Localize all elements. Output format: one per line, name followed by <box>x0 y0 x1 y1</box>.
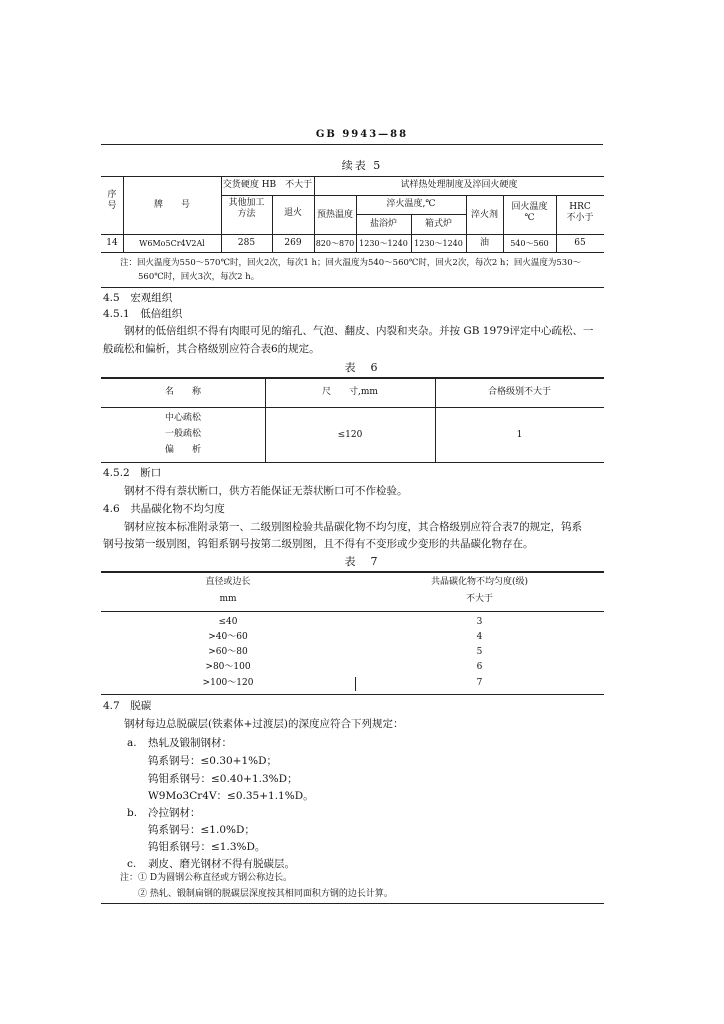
footnote-2: ② 热轧、锻制扁钢的脱碳层深度按其相同面积方钢的边长计算。 <box>138 889 393 899</box>
t7-grade-row: 5 <box>476 647 483 657</box>
item-a-line1: 钨系钢号：≤0.30+1%D； <box>148 755 278 767</box>
t6-header-name: 名 称 <box>164 387 201 397</box>
t7-grade-row: 3 <box>476 617 483 627</box>
t6-header-grade: 合格级别不大于 <box>487 387 551 397</box>
t7-header-not-greater: 不大于 <box>465 594 493 604</box>
para-4-5-1-line2: 般疏松和偏析，其合格级别应符合表6的规定。 <box>103 343 320 355</box>
item-a-line3: W9Mo3Cr4V：≤0.35+1.1%D。 <box>148 790 314 802</box>
t5-cell-preheat: 820～870 <box>315 239 355 248</box>
item-c-label: c. <box>127 858 137 870</box>
section-4-5: 4.5 宏观组织 <box>103 292 173 304</box>
item-b-line1: 钨系钢号：≤1.0%D； <box>148 824 255 836</box>
table7-caption: 表 7 <box>344 555 380 568</box>
t5-header-heat-treatment: 试样热处理制度及淬回火硬度 <box>400 180 518 190</box>
t7-grade-row: 6 <box>476 662 483 672</box>
t6-grade-value: 1 <box>516 430 523 440</box>
t6-size-value: ≤120 <box>337 430 363 440</box>
t5-header-hb: 交货硬度 HB 不大于 <box>222 180 313 190</box>
table6-caption: 表 6 <box>344 361 380 374</box>
t5-cell-temper: 540～560 <box>510 239 549 248</box>
header-rule <box>101 144 603 145</box>
t7-grade-row: 7 <box>476 678 483 688</box>
t5-cell-seq: 14 <box>106 238 118 248</box>
t7-header-size: 直径或边长 <box>205 577 251 587</box>
t6-header-size: 尺 寸,mm <box>322 387 378 397</box>
t7-size-row: >80～100 <box>205 662 251 672</box>
para-4-5-1-line1: 钢材的低倍组织不得有肉眼可见的缩孔、气泡、翻皮、内裂和夹杂。并按 GB 1979评定中心疏松、一 <box>124 325 594 337</box>
t5-cell-medium: 油 <box>479 238 489 248</box>
item-a-text: 热轧及锻制钢材： <box>148 737 232 749</box>
para-4-5-2: 钢材不得有萘状断口，供方若能保证无萘状断口可不作检验。 <box>124 485 408 497</box>
item-b-line2: 钨钼系钢号：≤1.3%D。 <box>148 841 266 853</box>
footnote-1: 注：① D为圆钢公称直径或方钢公称边长。 <box>120 873 293 883</box>
t5-cell-grade: W6Mo5Cr4V2Al <box>139 239 205 248</box>
item-b-text: 冷拉钢材： <box>148 807 201 819</box>
t7-size-row: >40～60 <box>208 632 248 642</box>
item-a-label: a. <box>127 737 137 749</box>
table5-caption: 续表 5 <box>341 159 383 172</box>
t5-header-salt: 盐浴炉 <box>369 219 397 229</box>
t5-cell-box: 1230～1240 <box>414 239 463 248</box>
para-4-6-line1: 钢材应按本标准附录第一、二级别图检验共晶碳化物不均匀度，其合格级别应符合表7的规定，钨系 <box>124 521 583 533</box>
t7-size-row: >100～120 <box>202 678 254 688</box>
para-4-7: 钢材每边总脱碳层(铁素体+过渡层)的深度应符合下列规定： <box>124 718 404 730</box>
t5-header-seq: 序 号 <box>107 190 117 211</box>
t6-name-general-porosity: 一般疏松 <box>164 429 201 439</box>
t6-name-center-porosity: 中心疏松 <box>164 413 201 423</box>
t7-size-row: ≤40 <box>218 617 238 627</box>
t7-grade-row: 4 <box>476 632 483 642</box>
t7-header-carbide: 共晶碳化物不均匀度(级) <box>430 577 529 587</box>
t5-header-box: 箱式炉 <box>424 219 452 229</box>
standard-number: GB 9943—88 <box>315 129 409 140</box>
t5-note-line2: 560℃时，回火3次，每次2 h。 <box>138 272 260 282</box>
t5-cell-salt: 1230～1240 <box>359 239 408 248</box>
section-4-7: 4.7 脱碳 <box>103 700 152 712</box>
item-b-label: b. <box>127 807 138 819</box>
t6-name-segregation: 偏 析 <box>164 445 201 455</box>
item-a-line2: 钨钼系钢号：≤0.40+1.3%D； <box>148 773 298 785</box>
t5-cell-hb-other: 285 <box>237 238 256 248</box>
footer-rule <box>101 903 604 904</box>
t5-cell-hb-anneal: 269 <box>284 238 302 248</box>
section-4-5-1: 4.5.1 低倍组织 <box>103 308 183 320</box>
t5-header-grade: 牌 号 <box>153 200 190 210</box>
t5-header-hb-other: 其他加工 方法 <box>228 198 265 219</box>
item-c-text: 剥皮、磨光钢材不得有脱碳层。 <box>148 858 295 870</box>
section-4-6: 4.6 共晶碳化物不均匀度 <box>103 503 225 515</box>
t5-header-preheat: 预热温度 <box>316 210 353 220</box>
t5-header-hb-anneal: 退火 <box>283 208 302 218</box>
t5-header-quench: 淬火温度,℃ <box>386 199 436 209</box>
para-4-6-line2: 钢号按第一级别图，钨钼系钢号按第二级别图，且不得有不变形或少变形的共晶碳化物存在。 <box>103 538 534 550</box>
section-4-5-2: 4.5.2 断口 <box>103 467 162 479</box>
t5-header-temper: 回火温度 ℃ <box>511 202 548 223</box>
t5-header-medium: 淬火剂 <box>470 210 498 220</box>
t5-note-rule <box>101 287 604 288</box>
t7-header-size-unit: mm <box>219 594 237 604</box>
t5-header-hrc: HRC 不小于 <box>566 202 594 223</box>
t5-note-line1: 注：回火温度为550～570℃时，回火2次，每次1 h；回火温度为540～560℃时，回火2次，每次2 h；回火温度为530～ <box>120 258 582 268</box>
t7-size-row: >60～80 <box>208 647 248 657</box>
t5-cell-hrc: 65 <box>574 238 586 248</box>
